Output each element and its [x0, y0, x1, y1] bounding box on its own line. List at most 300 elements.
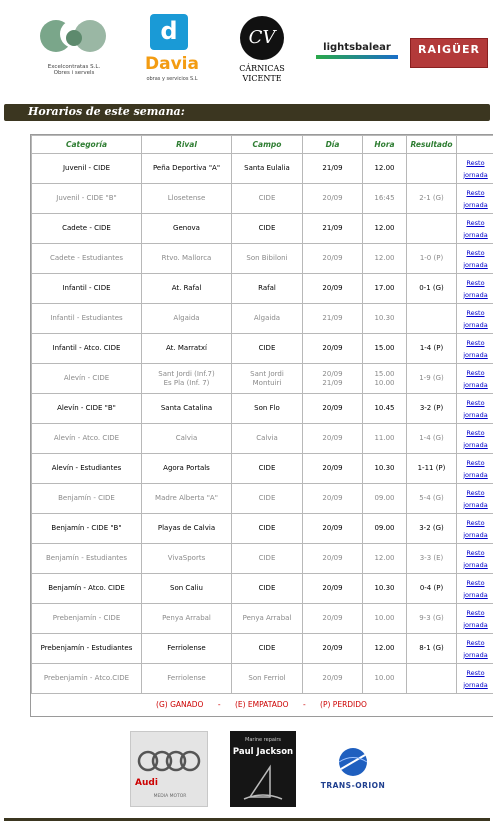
resto-jornada-cell	[457, 574, 493, 604]
cell-categoria	[32, 214, 142, 244]
table-row	[32, 574, 493, 604]
table-row	[32, 214, 493, 244]
cell-rival	[142, 274, 232, 304]
legend-sep-1: -	[217, 700, 221, 709]
resto-jornada-link[interactable]: Resto	[466, 608, 485, 617]
cell-dia-text: 20/09	[322, 644, 343, 652]
cell-hora-text: 10.00	[374, 614, 395, 622]
table-body	[32, 154, 493, 694]
cell-categoria	[32, 304, 142, 334]
cell-rival	[142, 634, 232, 664]
resto-jornada-link-line2[interactable]: jornada	[463, 410, 488, 419]
cell-categoria-text: Cadete - CIDE	[62, 224, 111, 232]
trans-orion-globe-icon	[333, 745, 373, 779]
cell-rival-text: At. Marratxí	[166, 344, 207, 352]
cell-campo-text: Son Flo	[254, 404, 280, 412]
cell-resultado-text: 1-11 (P)	[417, 464, 446, 472]
cell-resultado	[407, 274, 457, 304]
cell-resultado	[407, 454, 457, 484]
paul-jackson-line1: Marine repairs	[245, 737, 281, 743]
raiguer-logo[interactable]	[410, 38, 488, 68]
cell-rival-text: Algaida	[173, 314, 200, 322]
cell-dia-text: 20/09	[322, 284, 343, 292]
cell-dia-text: 20/09	[322, 464, 343, 472]
cell-campo-text: CIDE	[258, 584, 276, 592]
cell-hora	[363, 304, 407, 334]
sponsors-bottom	[0, 725, 493, 815]
table-row	[32, 334, 493, 364]
cell-campo	[232, 334, 303, 364]
resto-jornada-link[interactable]: Resto	[466, 248, 485, 257]
header-links	[457, 136, 493, 154]
raiguer-wordmark: RAIGÜER	[417, 43, 481, 56]
cell-dia-text: 20/09	[322, 584, 343, 592]
resto-jornada-link-line2[interactable]: jornada	[463, 230, 488, 239]
resto-jornada-link-line2[interactable]: jornada	[463, 530, 488, 539]
cell-categoria-text: Benjamín - Estudiantes	[45, 554, 128, 562]
resto-jornada-link[interactable]: Resto	[466, 668, 485, 677]
cell-campo	[232, 574, 303, 604]
cell-hora-text: 10.30	[374, 464, 395, 472]
cell-hora-text: 12.00	[374, 254, 395, 262]
cell-categoria-text: Alevín - Estudiantes	[51, 464, 122, 472]
cell-rival	[142, 304, 232, 334]
cell-campo-text: CIDE	[258, 344, 276, 352]
table-row	[32, 154, 493, 184]
resto-jornada-link-line2[interactable]: jornada	[463, 170, 488, 179]
cell-resultado	[407, 244, 457, 274]
cell-campo	[232, 364, 303, 394]
cell-resultado	[407, 214, 457, 244]
cell-categoria-text: Prebenjamín - CIDE	[52, 614, 121, 622]
cell-categoria	[32, 424, 142, 454]
trans-orion-logo[interactable]	[312, 745, 394, 795]
cell-hora	[363, 484, 407, 514]
cell-dia	[303, 364, 363, 394]
excelcontratas-line2: Obres i servels	[53, 70, 95, 76]
cell-rival	[142, 394, 232, 424]
cell-rival-text: Ferriolense	[167, 644, 206, 652]
cell-hora-text: 09.00	[374, 524, 395, 532]
cell-categoria	[32, 544, 142, 574]
cell-rival-text: VivaSports	[167, 554, 206, 562]
audi-tagline: MEDIA MOTOR	[153, 794, 187, 799]
cell-rival	[142, 154, 232, 184]
cell-hora-text: 15.00	[374, 369, 395, 378]
cell-dia-text: 20/09	[322, 524, 343, 532]
resto-jornada-cell	[457, 334, 493, 364]
cell-resultado-text: 1-4 (G)	[419, 434, 444, 442]
cell-dia	[303, 634, 363, 664]
table-row	[32, 394, 493, 424]
cell-dia	[303, 424, 363, 454]
cell-campo	[232, 604, 303, 634]
cell-categoria-text: Benjamín - Atco. CIDE	[48, 584, 125, 592]
resto-jornada-cell	[457, 514, 493, 544]
resto-jornada-link-line2[interactable]: jornada	[463, 590, 488, 599]
cell-rival-text: At. Rafal	[171, 284, 202, 292]
cell-campo	[232, 394, 303, 424]
resto-jornada-cell	[457, 664, 493, 694]
cell-rival	[142, 604, 232, 634]
sponsors-top	[0, 0, 493, 100]
cell-categoria	[32, 184, 142, 214]
cell-categoria-text: Cadete - Estudiantes	[49, 254, 124, 262]
cell-categoria-text: Juvenil - CIDE "B"	[56, 194, 117, 202]
cell-hora-text: 11.00	[374, 434, 395, 442]
cell-dia-text: 21/09	[322, 164, 343, 172]
header-hora: Hora	[363, 136, 407, 154]
cell-campo-text: CIDE	[258, 464, 276, 472]
cell-campo-text: CIDE	[258, 554, 276, 562]
table-row	[32, 184, 493, 214]
table-row	[32, 634, 493, 664]
cell-categoria	[32, 514, 142, 544]
cell-campo	[232, 214, 303, 244]
paul-jackson-line2: Paul Jackson	[232, 747, 294, 757]
cell-categoria	[32, 364, 142, 394]
cell-rival-text: Son Caliu	[170, 584, 203, 592]
cell-categoria	[32, 664, 142, 694]
cell-campo	[232, 274, 303, 304]
cell-dia	[303, 244, 363, 274]
cell-resultado	[407, 604, 457, 634]
resto-jornada-link-line2[interactable]: jornada	[463, 260, 488, 269]
resto-jornada-link-line2[interactable]: jornada	[463, 680, 488, 689]
cell-campo-text: Montuiri	[252, 378, 282, 387]
audi-rings-icon	[132, 746, 208, 776]
cell-resultado	[407, 484, 457, 514]
cell-resultado-text: 3-2 (P)	[419, 404, 444, 412]
table-row	[32, 424, 493, 454]
cell-hora	[363, 424, 407, 454]
davia-mark-icon: d	[150, 14, 188, 50]
cell-campo	[232, 304, 303, 334]
schedule-table	[31, 135, 493, 694]
cell-categoria-text: Benjamín - CIDE	[58, 494, 115, 502]
cell-hora-text: 10.00	[374, 378, 395, 387]
cell-dia-text: 20/09	[322, 614, 343, 622]
resto-jornada-link[interactable]: Resto	[466, 338, 485, 347]
cell-dia	[303, 454, 363, 484]
cell-categoria	[32, 394, 142, 424]
cell-dia	[303, 214, 363, 244]
cell-resultado	[407, 424, 457, 454]
resto-jornada-link-line2[interactable]: jornada	[463, 290, 488, 299]
cell-categoria-text: Infantil - Estudiantes	[50, 314, 123, 322]
resto-jornada-link-line2[interactable]: jornada	[463, 350, 488, 359]
cell-dia-text: 21/09	[322, 378, 343, 387]
legend-empatado: (E) EMPATADO	[234, 700, 289, 709]
cell-resultado-text: 0-1 (G)	[419, 284, 444, 292]
cell-dia-text: 20/09	[322, 434, 343, 442]
header-categoria: Categoría	[32, 136, 142, 154]
cell-resultado-text: 5-4 (G)	[419, 494, 444, 502]
resto-jornada-cell	[457, 604, 493, 634]
cell-campo-text: Sant Jordi	[250, 369, 284, 378]
resto-jornada-link[interactable]: Resto	[466, 158, 485, 167]
cell-rival	[142, 514, 232, 544]
header-rival: Rival	[142, 136, 232, 154]
cell-rival-text: Santa Catalina	[160, 404, 213, 412]
table-row	[32, 274, 493, 304]
cell-dia	[303, 154, 363, 184]
cell-campo	[232, 454, 303, 484]
section-title-bar	[4, 104, 490, 121]
excelcontratas-logo[interactable]	[34, 14, 114, 78]
resto-jornada-link-line2[interactable]: jornada	[463, 560, 488, 569]
cell-rival-text: Sant Jordi (Inf.7)	[158, 369, 215, 378]
cell-rival-text: Madre Alberta "A"	[155, 494, 218, 502]
cell-rival-text: Calvia	[175, 434, 198, 442]
resto-jornada-cell	[457, 454, 493, 484]
cell-categoria-text: Benjamín - CIDE "B"	[51, 524, 122, 532]
resto-jornada-link[interactable]: Resto	[466, 548, 485, 557]
resto-jornada-link-line2[interactable]: jornada	[463, 620, 488, 629]
resto-jornada-link[interactable]: Resto	[466, 218, 485, 227]
cell-campo-text: Rafal	[258, 284, 276, 292]
cell-hora-text: 17.00	[374, 284, 395, 292]
cell-hora-text: 12.00	[374, 554, 395, 562]
cell-resultado	[407, 574, 457, 604]
cell-rival	[142, 334, 232, 364]
cell-hora	[363, 604, 407, 634]
davia-tagline: obras y servicios S.L	[146, 76, 198, 82]
cell-resultado-text: 1-0 (P)	[419, 254, 444, 262]
cell-hora	[363, 244, 407, 274]
table-row	[32, 544, 493, 574]
cell-categoria	[32, 634, 142, 664]
cell-hora	[363, 184, 407, 214]
carnicas-line1: CÁRNICAS	[239, 64, 285, 73]
resto-jornada-cell	[457, 484, 493, 514]
cell-rival	[142, 574, 232, 604]
resto-jornada-link[interactable]: Resto	[466, 488, 485, 497]
sail-icon	[230, 763, 296, 803]
cell-dia	[303, 514, 363, 544]
resto-jornada-cell	[457, 424, 493, 454]
cell-hora-text: 12.00	[374, 164, 395, 172]
resto-jornada-cell	[457, 214, 493, 244]
cell-campo-text: Son Ferriol	[248, 674, 286, 682]
legend-ganado: (G) GANADO	[156, 700, 204, 709]
cell-rival	[142, 424, 232, 454]
cell-dia	[303, 574, 363, 604]
lightsbalear-logo[interactable]	[316, 42, 398, 66]
cell-campo	[232, 544, 303, 574]
cell-campo-text: Santa Eulalia	[244, 164, 290, 172]
resto-jornada-link[interactable]: Resto	[466, 638, 485, 647]
davia-wordmark: Davia	[145, 54, 199, 74]
table-header-row	[32, 136, 493, 154]
cell-hora	[363, 454, 407, 484]
bottom-divider	[4, 818, 490, 821]
cell-categoria	[32, 274, 142, 304]
cell-dia	[303, 274, 363, 304]
schedule-table-container	[30, 134, 493, 717]
cell-campo	[232, 514, 303, 544]
cell-campo	[232, 154, 303, 184]
cell-resultado	[407, 154, 457, 184]
cell-dia	[303, 394, 363, 424]
cell-resultado-text: 0-4 (P)	[419, 584, 444, 592]
excelcontratas-mark-icon	[34, 14, 114, 62]
cell-dia-text: 20/09	[322, 554, 343, 562]
legend-sep-2: -	[302, 700, 306, 709]
cell-campo-text: CIDE	[258, 224, 276, 232]
header-campo: Campo	[232, 136, 303, 154]
cell-dia	[303, 664, 363, 694]
section-title: Horarios de este semana:	[28, 105, 185, 118]
table-row	[32, 454, 493, 484]
resto-jornada-link[interactable]: Resto	[466, 398, 485, 407]
cell-resultado-text: 1-4 (P)	[419, 344, 444, 352]
cell-rival-text: Llosetense	[167, 194, 206, 202]
cell-hora	[363, 514, 407, 544]
cv-mark-icon: CV	[240, 16, 284, 60]
cell-resultado	[407, 664, 457, 694]
cell-dia-text: 20/09	[322, 404, 343, 412]
cell-campo	[232, 484, 303, 514]
resto-jornada-cell	[457, 364, 493, 394]
resto-jornada-link-line2[interactable]: jornada	[463, 650, 488, 659]
cell-rival	[142, 454, 232, 484]
resto-jornada-link[interactable]: Resto	[466, 188, 485, 197]
cell-categoria	[32, 334, 142, 364]
cell-hora-text: 10.30	[374, 314, 395, 322]
resto-jornada-link[interactable]: Resto	[466, 278, 485, 287]
cell-rival	[142, 184, 232, 214]
cell-resultado	[407, 634, 457, 664]
cell-rival-text: Rtvo. Mallorca	[161, 254, 212, 262]
cell-hora-text: 10.30	[374, 584, 395, 592]
cell-dia	[303, 184, 363, 214]
cell-dia-text: 20/09	[322, 194, 343, 202]
table-row	[32, 514, 493, 544]
resto-jornada-link[interactable]: Resto	[466, 368, 485, 377]
cell-campo-text: Algaida	[253, 314, 281, 322]
cell-categoria-text: Alevín - CIDE "B"	[57, 404, 116, 412]
resto-jornada-link[interactable]: Resto	[466, 428, 485, 437]
cell-hora-text: 16:45	[374, 194, 395, 202]
cell-resultado	[407, 544, 457, 574]
cell-dia	[303, 484, 363, 514]
resto-jornada-link-line2[interactable]: jornada	[463, 440, 488, 449]
resto-jornada-link-line2[interactable]: jornada	[463, 200, 488, 209]
cell-hora-text: 12.00	[374, 644, 395, 652]
cell-resultado-text: 1-9 (G)	[419, 374, 444, 382]
cell-dia	[303, 334, 363, 364]
resto-jornada-link-line2[interactable]: jornada	[463, 470, 488, 479]
cell-rival-text: Agora Portals	[163, 464, 210, 472]
cell-categoria	[32, 484, 142, 514]
cell-campo-text: CIDE	[258, 194, 276, 202]
cell-dia-text: 20/09	[322, 344, 343, 352]
cell-resultado	[407, 184, 457, 214]
cell-resultado-text: 8-1 (G)	[419, 644, 444, 652]
cell-categoria-text: Alevín - Atco. CIDE	[53, 434, 120, 442]
cell-dia-text: 20/09	[322, 369, 343, 378]
audi-wordmark: Audi	[135, 778, 158, 788]
cell-hora-text: 15.00	[374, 344, 395, 352]
cell-categoria	[32, 244, 142, 274]
resto-jornada-link-line2[interactable]: jornada	[463, 380, 488, 389]
table-row	[32, 304, 493, 334]
lightsbalear-wordmark: lightsbalear	[323, 42, 391, 53]
resto-jornada-link[interactable]: Resto	[466, 518, 485, 527]
cell-rival	[142, 664, 232, 694]
cell-resultado-text: 3-3 (E)	[419, 554, 444, 562]
cell-rival-text: Ferriolense	[167, 674, 206, 682]
table-row	[32, 244, 493, 274]
cell-rival-text: Penya Arrabal	[162, 614, 211, 622]
resto-jornada-link-line2[interactable]: jornada	[463, 500, 488, 509]
cell-resultado-text: 3-2 (G)	[419, 524, 444, 532]
resto-jornada-link[interactable]: Resto	[466, 578, 485, 587]
cell-hora-text: 09.00	[374, 494, 395, 502]
cell-dia	[303, 544, 363, 574]
table-row	[32, 364, 493, 394]
result-legend	[30, 700, 493, 709]
carnicas-vicente-logo[interactable]	[234, 16, 290, 86]
davia-logo[interactable]	[136, 14, 208, 84]
header-resultado: Resultado	[407, 136, 457, 154]
cell-rival-text: Es Pla (Inf. 7)	[163, 378, 210, 387]
cell-categoria-text: Alevín - CIDE	[63, 374, 110, 382]
cell-hora	[363, 364, 407, 394]
cell-resultado	[407, 364, 457, 394]
resto-jornada-cell	[457, 634, 493, 664]
cell-campo	[232, 664, 303, 694]
cell-hora	[363, 634, 407, 664]
resto-jornada-link[interactable]: Resto	[466, 458, 485, 467]
header-dia: Día	[303, 136, 363, 154]
cell-dia	[303, 304, 363, 334]
cell-rival	[142, 484, 232, 514]
cell-campo-text: CIDE	[258, 494, 276, 502]
cell-campo-text: CIDE	[258, 644, 276, 652]
paul-jackson-logo[interactable]	[230, 731, 296, 807]
cell-dia-text: 20/09	[322, 494, 343, 502]
cell-categoria-text: Prebenjamín - Atco.CIDE	[43, 674, 130, 682]
cell-rival	[142, 364, 232, 394]
cell-rival	[142, 214, 232, 244]
resto-jornada-link[interactable]: Resto	[466, 308, 485, 317]
table-row	[32, 484, 493, 514]
cell-campo-text: Calvia	[256, 434, 278, 442]
trans-orion-wordmark: TRANS-ORION	[320, 781, 386, 790]
cell-resultado	[407, 394, 457, 424]
audi-logo[interactable]	[130, 731, 208, 807]
cell-hora	[363, 394, 407, 424]
cell-categoria	[32, 604, 142, 634]
resto-jornada-cell	[457, 244, 493, 274]
resto-jornada-cell	[457, 274, 493, 304]
cell-rival-text: Peña Deportiva "A"	[152, 164, 221, 172]
cell-rival-text: Playas de Calvia	[157, 524, 216, 532]
cell-resultado-text: 9-3 (G)	[419, 614, 444, 622]
legend-perdido: (P) PERDIDO	[320, 700, 367, 709]
resto-jornada-link-line2[interactable]: jornada	[463, 320, 488, 329]
cell-categoria	[32, 154, 142, 184]
cell-hora	[363, 154, 407, 184]
cell-categoria-text: Juvenil - CIDE	[62, 164, 111, 172]
cell-categoria-text: Infantil - Atco. CIDE	[52, 344, 121, 352]
cell-hora-text: 12.00	[374, 224, 395, 232]
excelcontratas-line1: Excelcontratas S.L.	[47, 64, 101, 70]
cell-resultado	[407, 334, 457, 364]
cell-dia	[303, 604, 363, 634]
